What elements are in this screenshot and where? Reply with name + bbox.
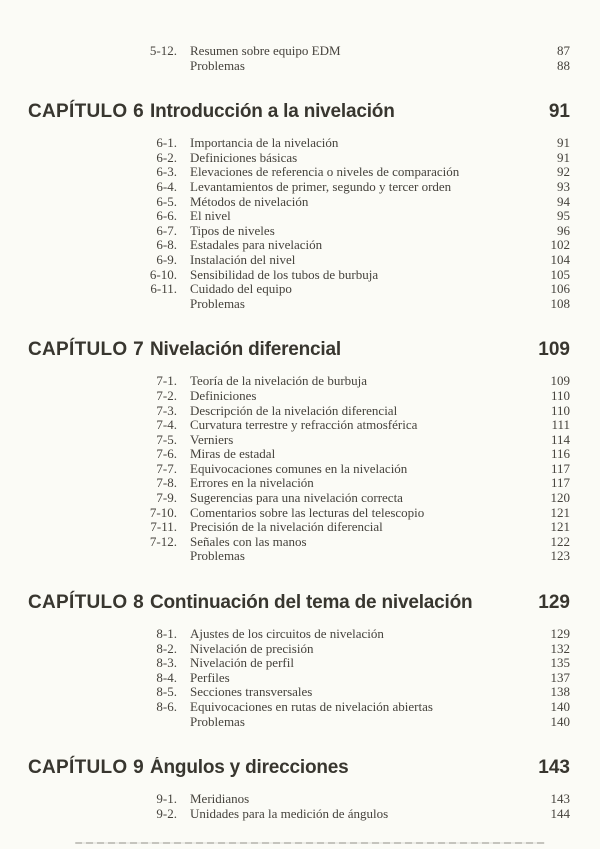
toc-section-row [28,195,570,210]
chapter-sections [28,374,570,564]
toc-section-row [28,418,570,433]
section-title: Estadales para nivelación [190,238,323,253]
toc-section-row [28,374,570,389]
chapter-page-number: 109 [538,339,570,361]
section-title: Perfiles [190,670,230,685]
section-page-number: 121 [550,519,570,535]
leading-entries [28,44,570,73]
section-page-number: 123 [550,548,570,564]
toc-section-row [28,224,570,239]
section-number: 9-1. [156,791,177,807]
toc-section-row [28,151,570,166]
section-page-number: 106 [550,281,570,297]
toc-chapter [28,757,570,821]
section-page-number: 104 [550,251,570,267]
section-title: Ajustes de los circuitos de nivelación [190,627,384,642]
section-page-number: 111 [551,417,570,433]
chapter-sections [28,627,570,729]
section-page-number: 129 [550,626,570,642]
toc-section-row [28,520,570,535]
chapter-title: Continuación del tema de nivelación [150,592,473,614]
section-title: Problemas [190,296,245,311]
toc-section-row [28,180,570,195]
section-page-number: 105 [550,266,570,282]
section-title: Definiciones básicas [190,150,298,165]
toc-section-row [28,282,570,297]
toc-section-row [28,136,570,151]
section-number: 8-5. [156,684,177,700]
toc-section-row [28,549,570,564]
toc-section-row [28,447,570,462]
section-title: Equivocaciones comunes en la nivelación [190,461,408,476]
toc-section-row [28,44,570,59]
section-title: Precisión de la nivelación diferencial [190,520,383,535]
toc-section-row [28,59,570,74]
section-number: 7-2. [156,387,177,403]
section-number: 8-1. [156,626,177,642]
section-title: Instalación del nivel [190,252,296,267]
section-number: 6-7. [156,222,177,238]
section-number: 7-6. [156,446,177,462]
section-page-number: 121 [550,504,570,520]
section-page-number: 91 [557,135,570,151]
section-number: 6-8. [156,237,177,253]
section-page-number: 117 [550,475,570,491]
toc-section-row [28,253,570,268]
section-page-number: 102 [550,237,570,253]
toc-section-row [28,238,570,253]
section-number: 9-2. [156,805,177,821]
section-title: Secciones transversales [190,685,313,700]
section-page-number: 122 [550,533,570,549]
toc-section-row [28,476,570,491]
section-page-number: 120 [550,490,570,506]
section-number: 6-4. [156,178,177,194]
section-page-number: 143 [550,791,570,807]
section-number: 6-9. [156,251,177,267]
section-title: Meridianos [190,792,250,807]
chapter-sections [28,792,570,821]
section-number: 7-3. [156,402,177,418]
section-page-number: 135 [550,655,570,671]
section-page-number: 94 [557,193,570,209]
section-number: 7-12. [149,533,177,549]
section-number: 6-2. [156,149,177,165]
section-number: 7-11. [150,519,177,535]
section-page-number: 93 [557,178,570,194]
chapter-label: CAPÍTULO 8 [28,592,144,614]
section-title: Sensibilidad de los tubos de burbuja [190,267,379,282]
toc-section-row [28,297,570,312]
section-title: Miras de estadal [190,447,276,462]
section-title: Nivelación de perfil [190,656,294,671]
toc-section-row [28,656,570,671]
toc-section-row [28,700,570,715]
section-page-number: 110 [550,387,570,403]
section-page-number: 116 [550,446,570,462]
section-page-number: 132 [550,640,570,656]
section-title: Definiciones [190,388,257,403]
section-number: 8-3. [156,655,177,671]
chapter-label: CAPÍTULO 9 [28,757,144,779]
chapter-page-number: 129 [538,592,570,614]
toc-section-row [28,462,570,477]
toc-chapter [28,592,570,729]
scan-artifact-line [75,842,545,844]
chapter-page-number: 143 [538,757,570,779]
section-page-number: 137 [550,669,570,685]
section-title: Comentarios sobre las lecturas del telescopio [190,505,425,520]
section-page-number: 92 [557,164,570,180]
section-title: Sugerencias para una nivelación correcta [190,491,403,506]
section-page-number: 140 [550,713,570,729]
section-title: Equivocaciones en rutas de nivelación abiertas [190,700,433,714]
section-page-number: 95 [557,208,570,224]
section-page-number: 91 [557,149,570,165]
section-number: 5-12. [149,43,177,58]
section-page-number: 117 [550,460,570,476]
section-title: Resumen sobre equipo EDM [190,44,341,58]
section-page-number: 108 [550,295,570,311]
toc-chapter [28,101,570,311]
chapter-heading [28,757,570,779]
section-title: Nivelación de precisión [190,641,314,656]
section-title: El nivel [190,209,231,224]
chapter-page-number: 91 [548,101,570,123]
section-number: 8-6. [156,699,177,714]
section-title: Descripción de la nivelación diferencial [190,403,398,418]
toc-section-row [28,685,570,700]
chapter-title: Nivelación diferencial [150,339,341,361]
toc-section-row [28,389,570,404]
section-title: Unidades para la medición de ángulos [190,806,389,821]
toc-chapter [28,339,570,564]
chapter-title: Introducción a la nivelación [150,101,395,123]
section-page-number: 96 [557,222,570,238]
section-page-number: 138 [550,684,570,700]
chapter-label: CAPÍTULO 7 [28,339,144,361]
toc-section-row [28,268,570,283]
section-page-number: 88 [557,57,570,73]
toc-section-row [28,491,570,506]
toc-section-row [28,165,570,180]
section-number: 6-5. [156,193,177,209]
section-title: Verniers [190,432,234,447]
section-title: Teoría de la nivelación de burbuja [190,374,368,389]
section-number: 7-4. [156,417,177,433]
toc-section-row [28,642,570,657]
section-page-number: 144 [550,805,570,821]
chapter-sections [28,136,570,311]
section-number: 8-4. [156,669,177,685]
section-page-number: 114 [550,431,570,447]
toc-section-row [28,535,570,550]
chapter-heading [28,592,570,614]
toc-section-row [28,671,570,686]
section-title: Elevaciones de referencia o niveles de comparación [190,165,460,180]
chapter-title: Ángulos y direcciones [150,757,349,779]
section-page-number: 87 [557,43,570,58]
section-number: 6-11. [150,281,177,297]
section-title: Cuidado del equipo [190,282,292,297]
section-title: Problemas [190,58,245,73]
section-number: 7-9. [156,490,177,506]
section-title: Errores en la nivelación [190,476,314,491]
section-number: 7-5. [156,431,177,447]
section-title: Problemas [190,549,245,564]
section-number: 7-7. [156,460,177,476]
section-number: 7-1. [156,373,177,389]
section-title: Métodos de nivelación [190,194,309,209]
section-title: Curvatura terrestre y refracción atmosférica [190,418,418,433]
section-number: 6-3. [156,164,177,180]
section-title: Señales con las manos [190,534,307,549]
section-title: Levantamientos de primer, segundo y tercer orden [190,179,452,194]
section-page-number: 109 [550,373,570,389]
section-number: 7-8. [156,475,177,491]
toc-section-row [28,627,570,642]
section-page-number: 110 [550,402,570,418]
section-title: Importancia de la nivelación [190,136,339,151]
chapter-label: CAPÍTULO 6 [28,101,144,123]
toc-section-row [28,506,570,521]
section-number: 8-2. [156,640,177,656]
section-number: 6-1. [156,135,177,151]
toc-section-row [28,433,570,448]
section-title: Tipos de niveles [190,223,275,238]
chapter-heading [28,101,570,123]
section-page-number: 140 [550,699,570,714]
toc-section-row [28,404,570,419]
section-title: Problemas [190,714,245,729]
section-number: 7-10. [149,504,177,520]
toc-section-row [28,209,570,224]
section-number: 6-6. [156,208,177,224]
chapter-list [28,101,570,821]
toc-section-row [28,715,570,730]
toc-section-row [28,807,570,822]
chapter-heading [28,339,570,361]
toc-section-row [28,792,570,807]
section-number: 6-10. [149,266,177,282]
